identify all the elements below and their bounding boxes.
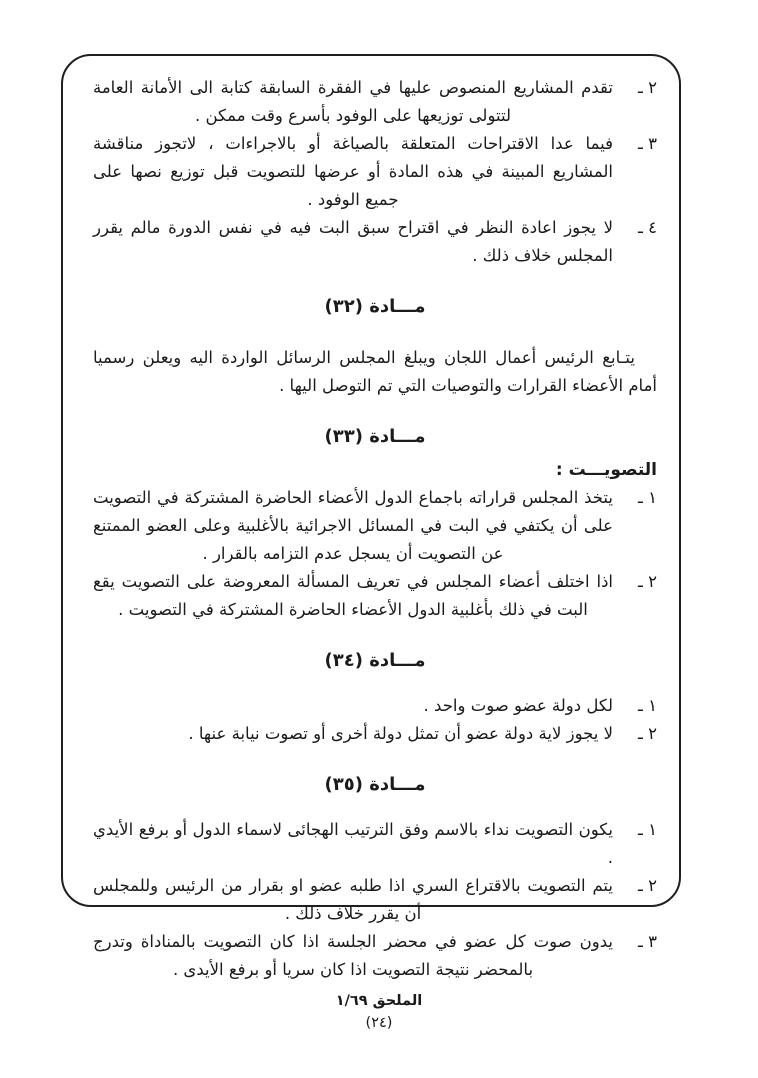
article-35-list: [93, 816, 657, 984]
item-text: تقدم المشاريع المنصوص عليها في الفقرة السابقة كتابة الى الأمانة العامة لتتولى توزيعها على الوفود بأسرع وقت ممكن .: [93, 78, 613, 125]
list-item: [93, 816, 657, 872]
item-text: فيما عدا الاقتراحات المتعلقة بالصياغة أو بالاجراءات ، لاتجوز مناقشة المشاريع المبينة في هذه المادة أو عرضها للتصويت قبل توزيع نصها على جميع الوفود .: [93, 134, 613, 209]
page-border-frame: [61, 54, 681, 979]
article-34-heading: مـــادة (٣٤): [324, 650, 426, 671]
article-35-heading: مـــادة (٣٥): [324, 774, 426, 795]
item-text: يكون التصويت نداء بالاسم وفق الترتيب الهجائى لاسماء الدول أو برفع الأيدي .: [93, 820, 613, 867]
list-item: [93, 484, 657, 568]
item-number: ٤ ـ: [638, 218, 657, 237]
list-item: [93, 568, 657, 624]
item-text: يتم التصويت بالاقتراع السري اذا طلبه عضو او بقرار من الرئيس وللمجلس أن يقرر خلاف ذلك .: [93, 876, 613, 923]
item-number: ٣ ـ: [638, 134, 657, 153]
item-number: ٢ ـ: [638, 876, 657, 895]
item-number: ٣ ـ: [638, 932, 657, 951]
top-continuation-list: [93, 74, 657, 270]
item-number: ١ ـ: [638, 488, 657, 507]
page-footer: [0, 991, 758, 1035]
article-33-subheading: التصويـــت :: [555, 460, 657, 480]
article-33-heading: مـــادة (٣٣): [324, 426, 426, 447]
article-33-list: [93, 484, 657, 624]
list-item: [93, 74, 657, 130]
list-item: [93, 928, 657, 984]
item-text: اذا اختلف أعضاء المجلس في تعريف المسألة المعروضة على التصويت يقع البت في ذلك بأغلبية الدول الأعضاء الحاضرة المشتركة في التصويت .: [93, 572, 613, 619]
annex-reference: الملحق ١/٦٩: [335, 993, 423, 1009]
item-text: يتخذ المجلس قراراته باجماع الدول الأعضاء الحاضرة المشتركة في التصويت على أن يكتفي في البت في المسائل الاجرائية بالأغلبية وعلى العضو الممتنع عن التصويت أن يسجل عدم التزامه بالقرار .: [93, 488, 613, 563]
item-text: لكل دولة عضو صوت واحد .: [423, 696, 613, 715]
item-number: ٢ ـ: [638, 724, 657, 743]
article-32-heading: مـــادة (٣٢): [324, 296, 426, 317]
item-number: ١ ـ: [638, 696, 657, 715]
list-item: [93, 692, 657, 720]
item-number: ٢ ـ: [638, 572, 657, 591]
page-number: (٢٤): [365, 1015, 393, 1031]
article-32-body: يتـابع الرئيس أعمال اللجان ويبلغ المجلس الرسائل الواردة اليه ويعلن رسميا أمام الأعضاء القرارات والتوصيات التي تم التوصل اليها .: [93, 348, 657, 395]
list-item: [93, 872, 657, 928]
item-text: يدون صوت كل عضو في محضر الجلسة اذا كان التصويت بالمناداة وتدرج بالمحضر نتيجة التصويت اذا كان سريا أو برفع الأيدى .: [93, 932, 613, 979]
list-item: [93, 130, 657, 214]
list-item: [93, 720, 657, 748]
item-number: ١ ـ: [638, 820, 657, 839]
article-34-list: [93, 692, 657, 748]
item-number: ٢ ـ: [638, 78, 657, 97]
item-text: لا يجوز اعادة النظر في اقتراح سبق البت فيه في نفس الدورة مالم يقرر المجلس خلاف ذلك .: [93, 218, 613, 265]
list-item: [93, 214, 657, 270]
item-text: لا يجوز لاية دولة عضو أن تمثل دولة أخرى أو تصوت نيابة عنها .: [188, 724, 613, 743]
